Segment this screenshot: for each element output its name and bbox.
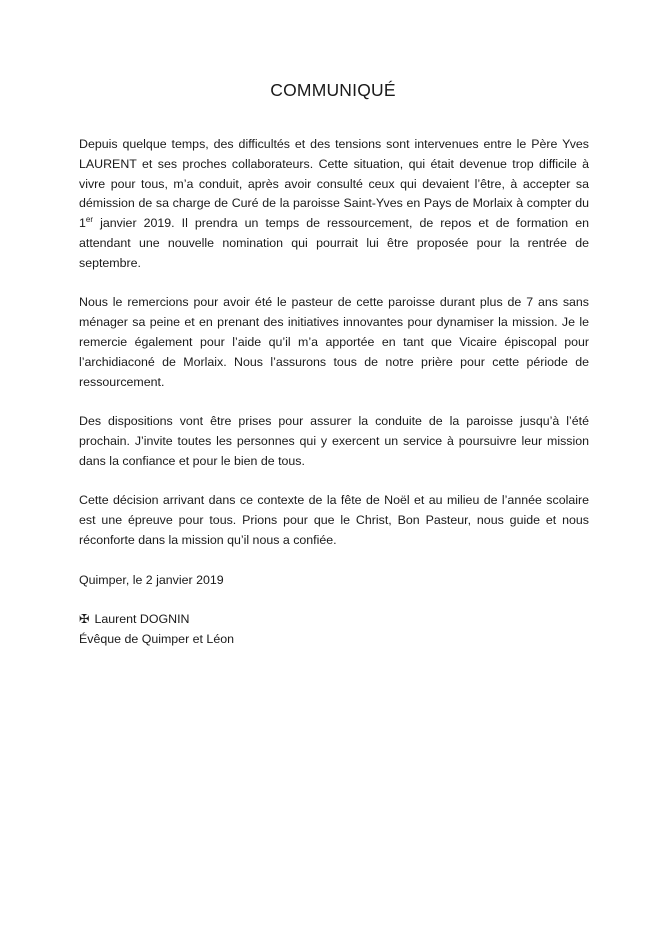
signatory-role: Évêque de Quimper et Léon xyxy=(79,631,234,646)
maltese-cross-icon: ✠ xyxy=(79,612,90,627)
document-body xyxy=(79,135,589,650)
paragraph-1-text-end: janvier 2019. Il prendra un temps de ressourcement, de repos et de formation en attendant une nouvelle nomination qui pourrait lui être proposée pour la rentrée de septembre. xyxy=(79,216,589,270)
page-title: COMMUNIQUÉ xyxy=(270,80,396,100)
paragraph-3: Des dispositions vont être prises pour assurer la conduite de la paroisse jusqu’à l’été prochain. J’invite toutes les personnes qui y exercent un service à poursuivre leur mission dans la confiance et pour le bien de tous. xyxy=(79,414,589,468)
paragraph-1 xyxy=(79,135,589,274)
paragraph-1-text-start: Depuis quelque temps, des difficultés et des tensions sont intervenues entre le Père Yves LAURENT et ses proches collaborateurs. Cette situation, qui était devenue trop difficile à vivre pour tous, m’a conduit, après avoir consulté ceux qui devaient l’être, à accepter sa démission de sa charge de Curé de la paroisse Saint-Yves en Pays de Morlaix à compter du 1 xyxy=(79,137,589,231)
paragraph-2: Nous le remercions pour avoir été le pasteur de cette paroisse durant plus de 7 ans sans ménager sa peine et en prenant des initiatives innovantes pour dynamiser la mission. Je le remercie également pour l’aide qu’il m’a apportée en tant que Vicaire épiscopal pour l’archidiaconé de Morlaix. Nous l’assurons tous de notre prière pour cette période de ressourcement. xyxy=(79,295,589,389)
ordinal-superscript: er xyxy=(85,215,94,225)
paragraph-4: Cette décision arrivant dans ce contexte de la fête de Noël et au milieu de l’année scolaire est une épreuve pour tous. Prions pour que le Christ, Bon Pasteur, nous guide et nous réconforte dans la mission qu’il nous a confiée. xyxy=(79,493,589,547)
place-date: Quimper, le 2 janvier 2019 xyxy=(79,572,224,587)
signature-name-line xyxy=(79,610,589,630)
signatory-name: Laurent DOGNIN xyxy=(94,612,190,627)
